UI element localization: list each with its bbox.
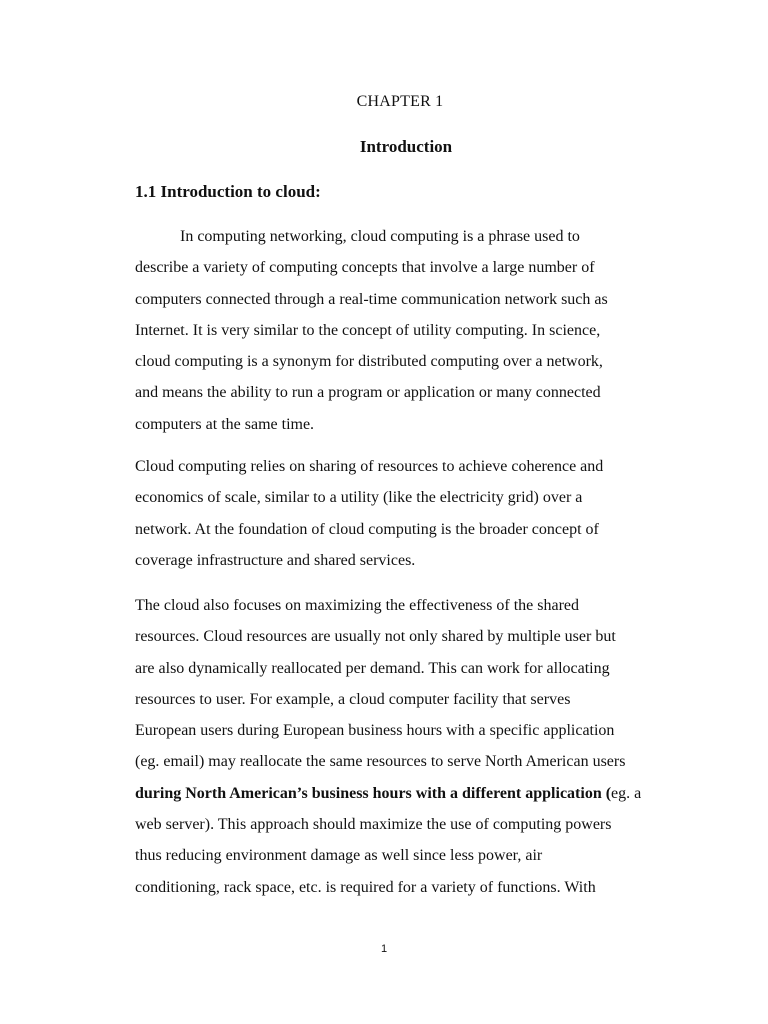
paragraph-line: computers at the same time.	[135, 415, 315, 433]
paragraph-line: resources. Cloud resources are usually not only shared by multiple user but	[135, 628, 616, 646]
section-heading: 1.1 Introduction to cloud:	[135, 182, 321, 201]
paragraph-3	[135, 590, 695, 903]
paragraph-2	[135, 451, 695, 576]
bold-text-run: during North American’s business hours with a different application (	[135, 784, 612, 802]
paragraph-line: cloud computing is a synonym for distributed computing over a network,	[135, 353, 603, 371]
paragraph-line-mixed	[135, 778, 695, 809]
chapter-label: CHAPTER 1	[356, 93, 444, 110]
paragraph-line: Internet. It is very similar to the concept of utility computing. In science,	[135, 321, 601, 339]
paragraph-line: In computing networking, cloud computing is a phrase used to	[180, 228, 580, 245]
page-number: 1	[380, 943, 388, 955]
paragraph-line: The cloud also focuses on maximizing the effectiveness of the shared	[135, 597, 580, 614]
paragraph-line: resources to user. For example, a cloud computer facility that serves	[135, 690, 571, 708]
paragraph-line: coverage infrastructure and shared services.	[135, 551, 416, 569]
paragraph-line: thus reducing environment damage as well since less power, air	[135, 847, 543, 865]
normal-text-run: eg. a	[611, 784, 642, 802]
paragraph-line: describe a variety of computing concepts that involve a large number of	[135, 259, 595, 277]
paragraph-line: computers connected through a real-time communication network such as	[135, 290, 608, 308]
paragraph-line: European users during European business hours with a specific application	[135, 722, 615, 740]
paragraph-line: conditioning, rack space, etc. is required for a variety of functions. With	[135, 878, 596, 896]
paragraph-line: are also dynamically reallocated per demand. This can work for allocating	[135, 659, 610, 677]
paragraph-line: (eg. email) may reallocate the same resources to serve North American users	[135, 753, 626, 771]
paragraph-1	[135, 221, 695, 440]
paragraph-line: network. At the foundation of cloud computing is the broader concept of	[135, 520, 599, 538]
paragraph-line: web server). This approach should maximize the use of computing powers	[135, 816, 612, 834]
paragraph-line: Cloud computing relies on sharing of resources to achieve coherence and	[135, 458, 604, 475]
paragraph-line: and means the ability to run a program or application or many connected	[135, 384, 601, 402]
paragraph-line: economics of scale, similar to a utility (like the electricity grid) over a	[135, 489, 583, 507]
chapter-title: Introduction	[359, 137, 453, 156]
